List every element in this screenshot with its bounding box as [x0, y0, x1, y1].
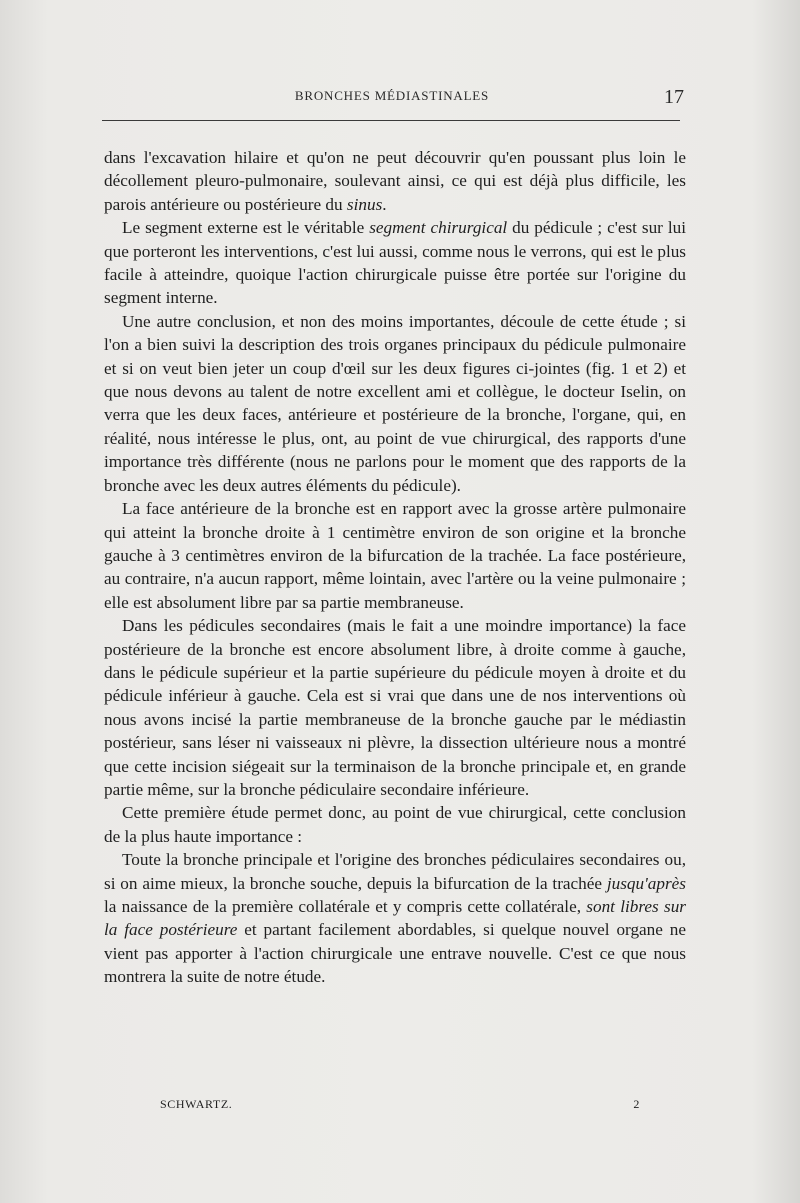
- text-run: La face antérieure de la bronche est en rapport avec la grosse artère pulmonaire qui atteint la bronche droite à 1 centimètre environ de son origine et la bronche gauche à 3 centimètres environ de la bifurcation de la trachée. La face postérieure, au contraire, n'a aucun rapport, même lointain, avec l'artère ou la veine pulmonaire ; elle est absolument libre par sa partie membraneuse.: [104, 499, 686, 612]
- italic-phrase: sont libres sur la face postérieure: [104, 897, 686, 940]
- paragraph: [104, 216, 686, 310]
- paragraph: [104, 146, 686, 216]
- page-footer: [160, 1097, 640, 1117]
- running-title: BRONCHES MÉDIASTINALES: [294, 88, 490, 103]
- body-text: [104, 146, 686, 989]
- header-rule: [102, 120, 680, 121]
- paragraph: [104, 614, 686, 801]
- text-run: Cette première étude permet donc, au point de vue chirurgical, cette conclusion de la plus haute importance :: [104, 803, 686, 846]
- page-header: [102, 86, 682, 116]
- sheet-number: 2: [633, 1097, 640, 1111]
- text-run: du pédicule ; c'est sur lui que porteront les interventions, c'est lui aussi, comme nous le verrons, qui est le plus facile à atteindre, quoique l'action chirurgicale puisse être portée sur l'origine du segment interne.: [104, 218, 686, 308]
- text-run: Dans les pédicules secondaires (mais le fait a une moindre importance) la face postérieure de la bronche est encore absolument libre, à droite comme à gauche, dans le pédicule supérieur et la partie supérieure du pédicule moyen à droite et du pédicule inférieur à gauche. Cela est si vrai que dans une de nos interventions où nous avons incisé la partie membraneuse de la bronche gauche par le médiastin postérieur, sans léser ni vaisseaux ni plèvre, la dissection ultérieure nous a montré que cette incision siégeait sur la terminaison de la bronche principale et, en grande partie même, sur la bronche pédiculaire secondaire inférieure.: [104, 616, 686, 799]
- signature-mark: SCHWARTZ.: [160, 1097, 233, 1111]
- paragraph: [104, 497, 686, 614]
- italic-phrase: sinus: [346, 194, 383, 214]
- text-run: Toute la bronche principale et l'origine des bronches pédiculaires secondaires ou, si on aime mieux, la bronche souche, depuis la bifurcation de la trachée: [104, 850, 686, 893]
- text-run: Une autre conclusion, et non des moins importantes, découle de cette étude ; si l'on a bien suivi la description des trois organes principaux du pédicule pulmonaire et si on veut bien jeter un coup d'œil sur les deux figures ci-jointes (fig. 1 et 2) et que nous devons au talent de notre excellent ami et collègue, le docteur Iselin, on verra que les deux faces, antérieure et postérieure de la bronche, l'organe, qui, en réalité, nous intéresse le plus, ont, au point de vue chirurgical, des rapports d'une importance très différente (nous ne parlons pour le moment que des rapports de la bronche avec les deux autres éléments du pédicule).: [104, 311, 686, 495]
- italic-phrase: jusqu'après: [606, 873, 686, 893]
- paragraph: [104, 848, 686, 988]
- paragraph: [104, 801, 686, 848]
- text-run: .: [382, 194, 387, 214]
- italic-phrase: segment chirurgical: [369, 218, 508, 238]
- text-run: dans l'excavation hilaire et qu'on ne peut découvrir qu'en poussant plus loin le décollement pleuro-pulmonaire, soulevant ainsi, ce qui est déjà plus difficile, les parois antérieure ou postérieure du: [104, 148, 686, 214]
- text-run: et partant facilement abordables, si quelque nouvel organe ne vient pas apporter à l'action chirurgicale une entrave nouvelle. C'est ce que nous montrera la suite de notre étude.: [104, 920, 686, 987]
- page-number: 17: [664, 86, 684, 108]
- text-run: la naissance de la première collatérale et y compris cette collatérale,: [104, 897, 587, 916]
- paragraph: [104, 310, 686, 497]
- text-run: Le segment externe est le véritable: [122, 218, 370, 238]
